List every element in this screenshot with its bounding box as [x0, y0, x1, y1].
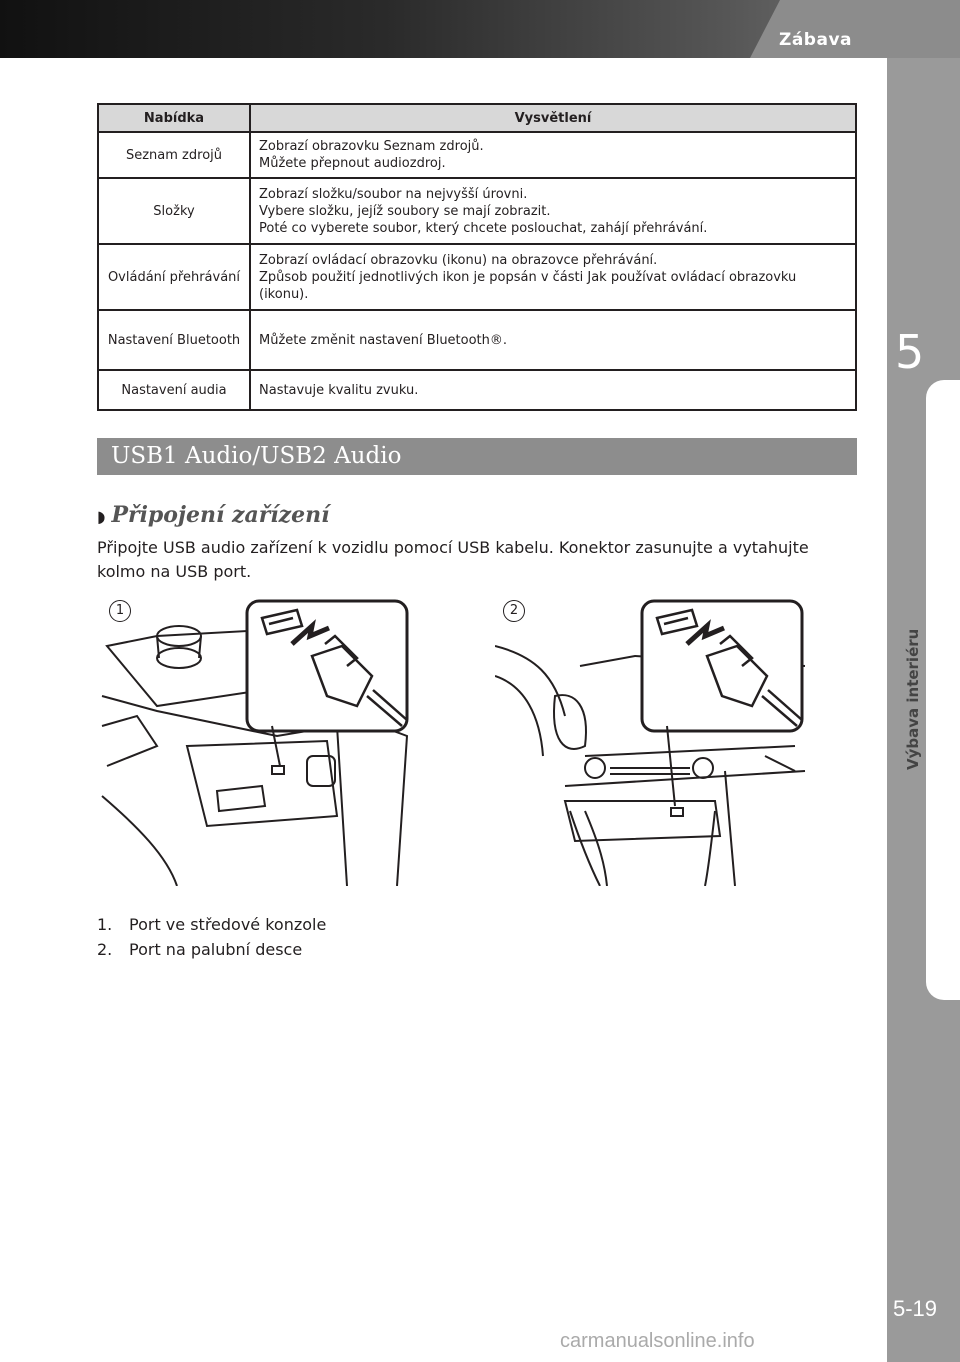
port-list — [97, 912, 326, 962]
side-chapter-label: Výbava interiéru — [904, 628, 922, 770]
list-text: Port na palubní desce — [129, 940, 303, 959]
table-row — [98, 178, 856, 244]
explanation-cell — [250, 244, 856, 310]
list-number: 1. — [97, 915, 113, 934]
menu-cell: Nastavení Bluetooth — [98, 310, 250, 370]
dashboard-illustration — [495, 596, 813, 886]
explanation-cell — [250, 132, 856, 178]
bullet-arrow-icon: ◗ — [97, 507, 106, 526]
menu-cell: Nastavení audia — [98, 370, 250, 410]
list-item — [97, 937, 326, 962]
table-row — [98, 132, 856, 178]
list-text: Port ve středové konzole — [129, 915, 327, 934]
column-header-menu: Nabídka — [98, 104, 250, 132]
list-number: 2. — [97, 940, 113, 959]
explanation-line: Způsob použití jednotlivých ikon je popsán v části Jak používat ovládací obrazovku (ikonu). — [259, 269, 797, 302]
menu-cell: Ovládání přehrávání — [98, 244, 250, 310]
explanation-line: Můžete přepnout audiozdroj. — [259, 156, 446, 171]
column-header-explanation: Vysvětlení — [250, 104, 856, 132]
explanation-cell — [250, 310, 856, 370]
table-header-row — [98, 104, 856, 132]
watermark: carmanualsonline.info — [560, 1330, 755, 1352]
figure-marker-1: 1 — [109, 600, 131, 622]
explanation-line: Nastavuje kvalitu zvuku. — [259, 382, 419, 398]
explanation-line: Zobrazí obrazovku Seznam zdrojů. — [259, 139, 484, 154]
explanation-cell — [250, 178, 856, 244]
chapter-number: 5 — [895, 325, 925, 379]
list-item — [97, 912, 326, 937]
sub-heading-text: Připojení zařízení — [111, 502, 330, 528]
chapter-title: Zábava — [779, 30, 852, 50]
explanation-line: Vybere složku, jejíž soubory se mají zobrazit. — [259, 203, 551, 219]
menu-cell: Seznam zdrojů — [98, 132, 250, 178]
explanation-line: Můžete změnit nastavení Bluetooth®. — [259, 332, 508, 348]
figure-marker-2: 2 — [503, 600, 525, 622]
table-row — [98, 370, 856, 410]
table-row — [98, 310, 856, 370]
explanation-line: Zobrazí ovládací obrazovku (ikonu) na obrazovce přehrávání. — [259, 252, 658, 268]
sub-heading — [97, 502, 330, 528]
explanation-line: Poté co vyberete soubor, který chcete poslouchat, zahájí přehrávání. — [259, 220, 708, 236]
menu-table — [97, 103, 857, 411]
side-rail-tab — [926, 380, 960, 1000]
instruction-paragraph: Připojte USB audio zařízení k vozidlu pomocí USB kabelu. Konektor zasunujte a vytahujte kolmo na USB port. — [97, 538, 809, 581]
table-row — [98, 244, 856, 310]
menu-cell: Složky — [98, 178, 250, 244]
section-heading: USB1 Audio/USB2 Audio — [97, 438, 857, 475]
center-console-illustration — [97, 596, 415, 886]
explanation-line: Zobrazí složku/soubor na nejvyšší úrovni. — [259, 186, 528, 202]
explanation-cell — [250, 370, 856, 410]
page-number: 5-19 — [893, 1296, 938, 1321]
